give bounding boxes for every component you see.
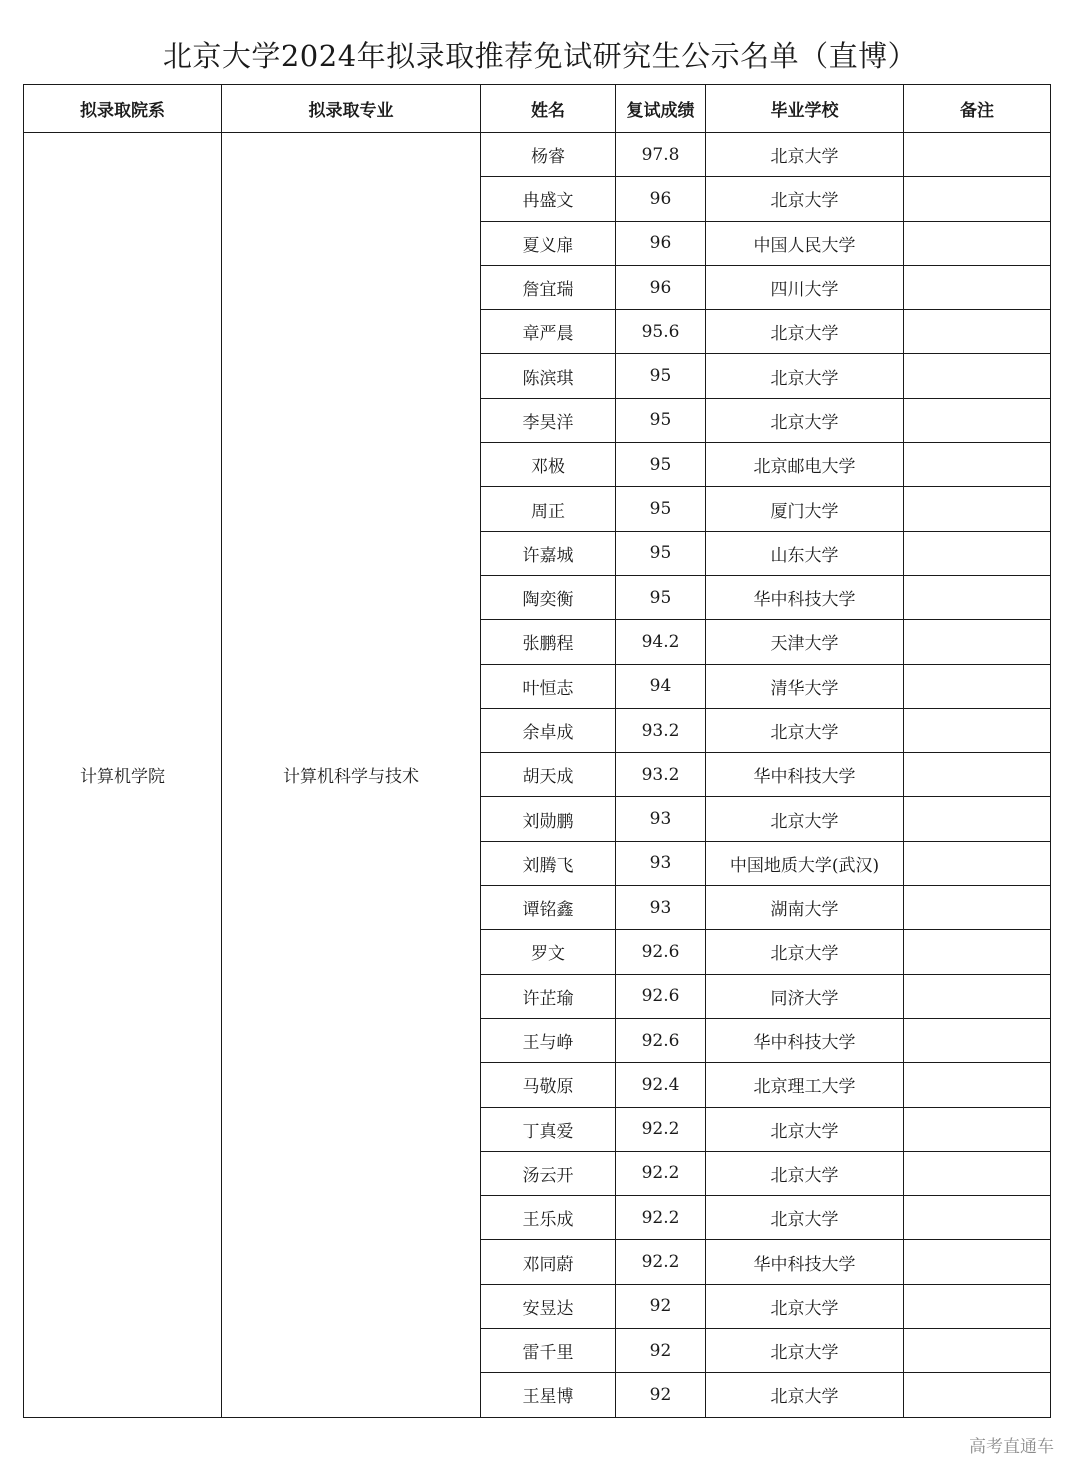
- name-cell: 马敬原: [481, 1063, 616, 1107]
- score-cell: 95: [616, 354, 706, 398]
- name-cell: 余卓成: [481, 708, 616, 752]
- school-cell: 湖南大学: [706, 886, 904, 930]
- name-cell: 罗文: [481, 930, 616, 974]
- remark-cell: [904, 620, 1051, 664]
- score-cell: 93.2: [616, 708, 706, 752]
- name-cell: 安昱达: [481, 1284, 616, 1328]
- score-cell: 92: [616, 1373, 706, 1417]
- admission-table: [23, 84, 1051, 1418]
- score-cell: 92.4: [616, 1063, 706, 1107]
- remark-cell: [904, 133, 1051, 177]
- name-cell: 陶奕衡: [481, 575, 616, 619]
- header-department: 拟录取院系: [24, 85, 222, 133]
- remark-cell: [904, 1018, 1051, 1062]
- score-cell: 92: [616, 1284, 706, 1328]
- remark-cell: [904, 1196, 1051, 1240]
- score-cell: 97.8: [616, 133, 706, 177]
- remark-cell: [904, 974, 1051, 1018]
- school-cell: 华中科技大学: [706, 753, 904, 797]
- school-cell: 北京大学: [706, 1284, 904, 1328]
- table-header-row: [24, 85, 1051, 133]
- score-cell: 95: [616, 487, 706, 531]
- score-cell: 92: [616, 1329, 706, 1373]
- name-cell: 叶恒志: [481, 664, 616, 708]
- school-cell: 厦门大学: [706, 487, 904, 531]
- school-cell: 北京大学: [706, 1107, 904, 1151]
- school-cell: 华中科技大学: [706, 1240, 904, 1284]
- school-cell: 同济大学: [706, 974, 904, 1018]
- name-cell: 李昊洋: [481, 398, 616, 442]
- remark-cell: [904, 1284, 1051, 1328]
- score-cell: 93: [616, 841, 706, 885]
- score-cell: 92.6: [616, 1018, 706, 1062]
- name-cell: 刘腾飞: [481, 841, 616, 885]
- score-cell: 93: [616, 886, 706, 930]
- score-cell: 95: [616, 398, 706, 442]
- table-row: [24, 133, 1051, 177]
- name-cell: 刘勋鹏: [481, 797, 616, 841]
- score-cell: 94.2: [616, 620, 706, 664]
- school-cell: 北京大学: [706, 1196, 904, 1240]
- score-cell: 95: [616, 443, 706, 487]
- remark-cell: [904, 1063, 1051, 1107]
- score-cell: 94: [616, 664, 706, 708]
- name-cell: 章严晨: [481, 310, 616, 354]
- score-cell: 92.2: [616, 1107, 706, 1151]
- school-cell: 北京理工大学: [706, 1063, 904, 1107]
- school-cell: 北京大学: [706, 797, 904, 841]
- score-cell: 93.2: [616, 753, 706, 797]
- remark-cell: [904, 664, 1051, 708]
- header-remark: 备注: [904, 85, 1051, 133]
- score-cell: 92.2: [616, 1151, 706, 1195]
- school-cell: 北京大学: [706, 133, 904, 177]
- score-cell: 96: [616, 221, 706, 265]
- score-cell: 96: [616, 177, 706, 221]
- remark-cell: [904, 753, 1051, 797]
- school-cell: 清华大学: [706, 664, 904, 708]
- remark-cell: [904, 1240, 1051, 1284]
- header-school: 毕业学校: [706, 85, 904, 133]
- watermark: 高考直通车: [969, 1437, 1054, 1457]
- school-cell: 北京大学: [706, 310, 904, 354]
- school-cell: 北京大学: [706, 1151, 904, 1195]
- page-title: 北京大学2024年拟录取推荐免试研究生公示名单（直博）: [162, 39, 918, 73]
- score-cell: 95: [616, 531, 706, 575]
- name-cell: 邓同蔚: [481, 1240, 616, 1284]
- score-cell: 96: [616, 265, 706, 309]
- school-cell: 华中科技大学: [706, 1018, 904, 1062]
- school-cell: 北京大学: [706, 930, 904, 974]
- remark-cell: [904, 265, 1051, 309]
- remark-cell: [904, 177, 1051, 221]
- name-cell: 陈滨琪: [481, 354, 616, 398]
- score-cell: 92.6: [616, 930, 706, 974]
- name-cell: 詹宜瑞: [481, 265, 616, 309]
- name-cell: 杨睿: [481, 133, 616, 177]
- remark-cell: [904, 354, 1051, 398]
- department-cell: 计算机学院: [24, 133, 222, 1418]
- name-cell: 许嘉城: [481, 531, 616, 575]
- name-cell: 丁真爱: [481, 1107, 616, 1151]
- school-cell: 中国人民大学: [706, 221, 904, 265]
- remark-cell: [904, 1151, 1051, 1195]
- remark-cell: [904, 886, 1051, 930]
- name-cell: 许芷瑜: [481, 974, 616, 1018]
- school-cell: 北京大学: [706, 1329, 904, 1373]
- remark-cell: [904, 487, 1051, 531]
- remark-cell: [904, 531, 1051, 575]
- school-cell: 天津大学: [706, 620, 904, 664]
- remark-cell: [904, 930, 1051, 974]
- name-cell: 夏义扉: [481, 221, 616, 265]
- name-cell: 汤云开: [481, 1151, 616, 1195]
- score-cell: 92.2: [616, 1196, 706, 1240]
- remark-cell: [904, 797, 1051, 841]
- remark-cell: [904, 1329, 1051, 1373]
- header-major: 拟录取专业: [222, 85, 481, 133]
- name-cell: 王乐成: [481, 1196, 616, 1240]
- school-cell: 北京大学: [706, 1373, 904, 1417]
- score-cell: 95: [616, 575, 706, 619]
- remark-cell: [904, 443, 1051, 487]
- name-cell: 邓极: [481, 443, 616, 487]
- table-body: [24, 133, 1051, 1418]
- remark-cell: [904, 841, 1051, 885]
- header-score: 复试成绩: [616, 85, 706, 133]
- school-cell: 中国地质大学(武汉): [706, 841, 904, 885]
- school-cell: 华中科技大学: [706, 575, 904, 619]
- school-cell: 北京大学: [706, 354, 904, 398]
- school-cell: 北京邮电大学: [706, 443, 904, 487]
- remark-cell: [904, 221, 1051, 265]
- school-cell: 北京大学: [706, 708, 904, 752]
- name-cell: 王与峥: [481, 1018, 616, 1062]
- school-cell: 四川大学: [706, 265, 904, 309]
- remark-cell: [904, 575, 1051, 619]
- remark-cell: [904, 310, 1051, 354]
- name-cell: 王星博: [481, 1373, 616, 1417]
- score-cell: 93: [616, 797, 706, 841]
- major-cell: 计算机科学与技术: [222, 133, 481, 1418]
- school-cell: 山东大学: [706, 531, 904, 575]
- name-cell: 周正: [481, 487, 616, 531]
- school-cell: 北京大学: [706, 177, 904, 221]
- score-cell: 92.6: [616, 974, 706, 1018]
- name-cell: 胡天成: [481, 753, 616, 797]
- remark-cell: [904, 1107, 1051, 1151]
- name-cell: 张鹏程: [481, 620, 616, 664]
- header-name: 姓名: [481, 85, 616, 133]
- remark-cell: [904, 708, 1051, 752]
- score-cell: 95.6: [616, 310, 706, 354]
- score-cell: 92.2: [616, 1240, 706, 1284]
- school-cell: 北京大学: [706, 398, 904, 442]
- remark-cell: [904, 398, 1051, 442]
- remark-cell: [904, 1373, 1051, 1417]
- name-cell: 冉盛文: [481, 177, 616, 221]
- name-cell: 谭铭鑫: [481, 886, 616, 930]
- name-cell: 雷千里: [481, 1329, 616, 1373]
